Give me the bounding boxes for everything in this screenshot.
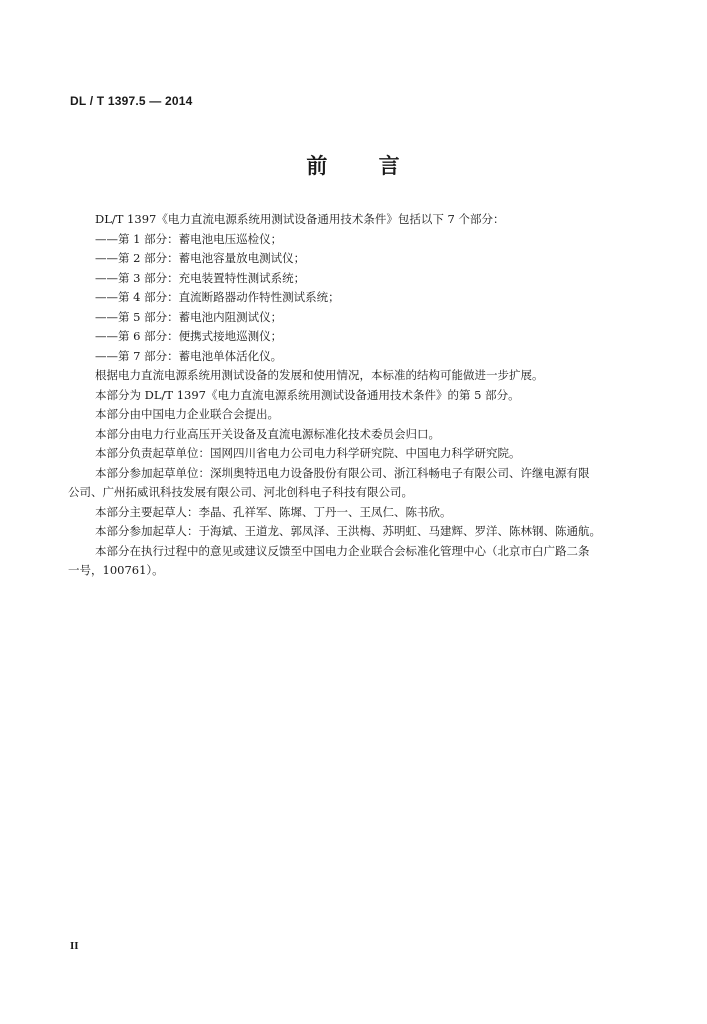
main-drafters: 本部分主要起草人：李晶、孔祥军、陈墀、丁丹一、王凤仁、陈书欣。 <box>95 504 452 519</box>
participating-units-continued: 公司、广州拓威讯科技发展有限公司、河北创科电子科技有限公司。 <box>68 485 413 499</box>
intro-paragraph: DL/T 1397《电力直流电源系统用测试设备通用技术条件》包括以下 7 个部分： <box>95 212 505 226</box>
part-list-item: ——第 5 部分：蓄电池内阻测试仪； <box>95 309 283 324</box>
part-list-item: ——第 2 部分：蓄电池容量放电测试仪； <box>95 251 306 265</box>
part-list-item: ——第 7 部分：蓄电池单体活化仪。 <box>95 348 283 363</box>
participating-drafters: 本部分参加起草人：于海斌、王道龙、郭凤泽、王洪梅、苏明虹、马建辉、罗洋、陈林钢、陈通航。 <box>95 524 601 538</box>
page-number: II <box>70 940 79 952</box>
foreword-body <box>68 210 640 581</box>
drafting-unit: 本部分负责起草单位：国网四川省电力公司电力科学研究院、中国电力科学研究院。 <box>95 446 521 460</box>
part-list-item: ——第 4 部分：直流断路器动作特性测试系统； <box>95 290 340 304</box>
committee-statement: 本部分由电力行业高压开关设备及直流电源标准化技术委员会归口。 <box>95 426 440 441</box>
extension-note: 根据电力直流电源系统用测试设备的发展和使用情况，本标准的结构可能做进一步扩展。 <box>95 368 544 382</box>
feedback-note-continued: 一号，100761）。 <box>68 563 164 577</box>
participating-units: 本部分参加起草单位：深圳奥特迅电力设备股份有限公司、浙江科畅电子有限公司、许继电源有限 <box>95 465 590 480</box>
feedback-note: 本部分在执行过程中的意见或建议反馈至中国电力企业联合会标准化管理中心（北京市白广路二条 <box>95 543 590 558</box>
part-list-item: ——第 6 部分：便携式接地巡测仪； <box>95 329 283 343</box>
part-list-item: ——第 3 部分：充电装置特性测试系统； <box>95 270 306 285</box>
proposer-statement: 本部分由中国电力企业联合会提出。 <box>95 407 279 421</box>
part-statement: 本部分为 DL/T 1397《电力直流电源系统用测试设备通用技术条件》的第 5 部分。 <box>95 387 520 402</box>
page-title: 前 言 <box>306 153 401 178</box>
part-list-item: ——第 1 部分：蓄电池电压巡检仪； <box>95 231 283 246</box>
standard-code: DL / T 1397.5 — 2014 <box>70 94 193 108</box>
